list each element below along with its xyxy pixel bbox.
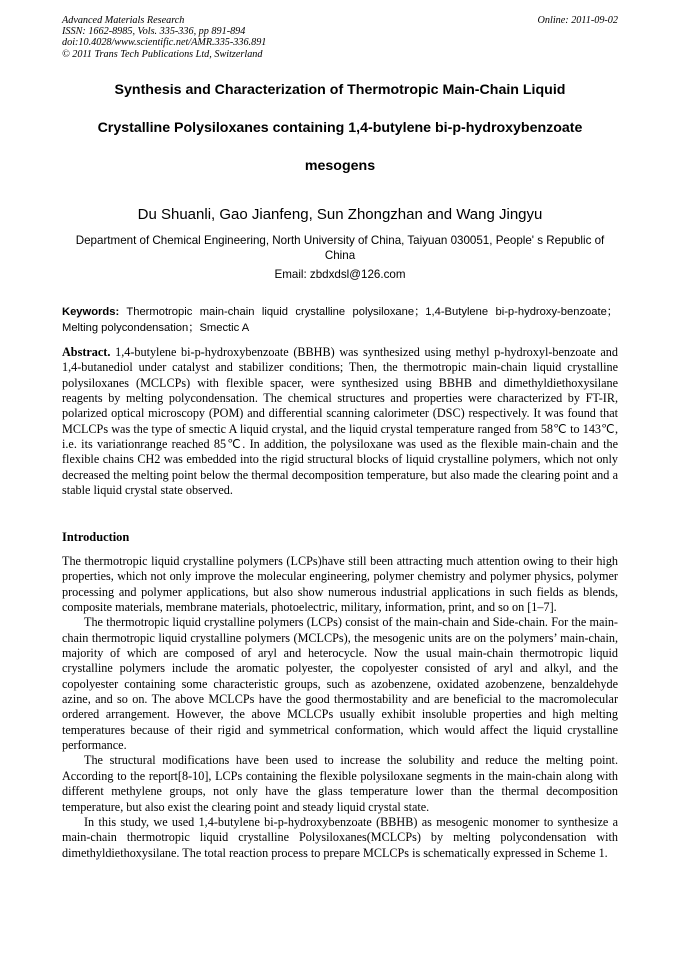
title-line-3: mesogens [304, 158, 376, 174]
intro-paragraph: The structural modifications have been used to increase the solubility and reduce the melting point. According to the report[8-10], LCPs containing the flexible polysiloxane segments in the main-chain along with different methylene groups, not only have the glass temperature lower than the thermal decomposition temperature, but also exist the clearing point and steady liquid crystal state. [62, 753, 618, 814]
keywords-text: Thermotropic main-chain liquid crystalline polysiloxane；1,4-Butylene bi-p-hydroxy-benzoate；Melting polycondensation；Smectic A [62, 306, 618, 334]
contact-email: Email: zbdxdsl@126.com [274, 268, 406, 281]
abstract-text: 1,4-butylene bi-p-hydroxybenzoate (BBHB) was synthesized using methyl p-hydroxyl-benzoate and 1,4-butanediol under catalyst and stabilizer conditions; Then, the thermotropic main-chain liquid crystalline polysiloxanes (MCLCPs) with flexible spacer, were synthesized using BBHB and dimethyldiethoxysilane reagents by melting polycondensation. The chemical structures and properties were characterized by FT-IR, polarized optical microscopy (POM) and differential scanning calorimeter (DSC) respectively. It was found that MCLCPs was the type of smectic A liquid crystal, and the liquid crystal temperature ranged from 58℃ to 143℃, i.e. its variationrange reached 85℃. In addition, the polysiloxane was used as the flexible main-chain and the flexible chains CH2 was embedded into the rigid structural blocks of liquid crystalline polymers, which not only decreased the melting point below the thermal decomposition temperature, but also made the clearing point and a stable liquid crystal state observed. [62, 345, 618, 498]
keywords [62, 304, 618, 336]
intro-paragraph: In this study, we used 1,4-butylene bi-p-hydroxybenzoate (BBHB) as mesogenic monomer to synthesize a main-chain thermotropic liquid crystalline Polysiloxanes(MCLCPs) by melting polycondensation with dimethyldiethoxysilane. The total reaction process to prepare MCLCPs is schematically expressed in Scheme 1. [62, 814, 618, 860]
introduction-body [62, 554, 618, 861]
journal-name: Advanced Materials Research [62, 15, 185, 26]
running-header [62, 15, 618, 60]
intro-paragraph: The thermotropic liquid crystalline polymers (LCPs)have still been attracting much attention owing to their high properties, which not only improve the molecular engineering, polymer chemistry and polymer physics, polymer processing and polymer applications, but also show numerous industrial applications in such fields as blends, composite materials, membrane materials, photoelectric, military, information, print, and so on [1–7]. [62, 554, 618, 615]
title-line-2: Crystalline Polysiloxanes containing 1,4-butylene bi-p-hydroxybenzoate [97, 120, 583, 136]
copyright-line: © 2011 Trans Tech Publications Ltd, Switzerland [62, 48, 263, 60]
affiliation: Department of Chemical Engineering, North University of China, Taiyuan 030051, People' s Republic of China [75, 234, 605, 262]
abstract [62, 345, 618, 498]
title-line-1: Synthesis and Characterization of Thermotropic Main-Chain Liquid [114, 82, 566, 98]
doi-line: doi:10.4028/www.scientific.net/AMR.335-336.891 [62, 37, 267, 49]
paper-title [62, 80, 618, 194]
abstract-label: Abstract. [62, 345, 111, 359]
keywords-label: Keywords: [62, 306, 120, 318]
intro-paragraph: The thermotropic liquid crystalline polymers (LCPs) consist of the main-chain and Side-chain. For the main-chain thermotropic liquid crystalline polymers (MCLCPs), the mesogenic units are on the polymers’ main-chain, majority of which are composed of aryl and heterocycle. Now the usual main-chain thermotropic liquid crystalline polymers include the aromatic polyester, the copolyester consisted of aryl and alkyl, and the copolyester containing some characteristic groups, such as azobenzene, oxidated azobenzene, benzaldehyde azine, and so on. The above MCLCPs have the good thermostability and are beneficial to the macromolecular ordered arrangement. However, the above MCLCPs usually exhibit insoluble properties and high melting temperatures because of their rigid and symmetrical conformation, which would affect the liquid crystalline performance. [62, 615, 618, 753]
author-list: Du Shuanli, Gao Jianfeng, Sun Zhongzhan and Wang Jingyu [137, 206, 543, 223]
issn-line: ISSN: 1662-8985, Vols. 335-336, pp 891-894 [62, 26, 246, 38]
online-date: Online: 2011-09-02 [537, 15, 618, 26]
introduction-heading: Introduction [62, 530, 130, 544]
